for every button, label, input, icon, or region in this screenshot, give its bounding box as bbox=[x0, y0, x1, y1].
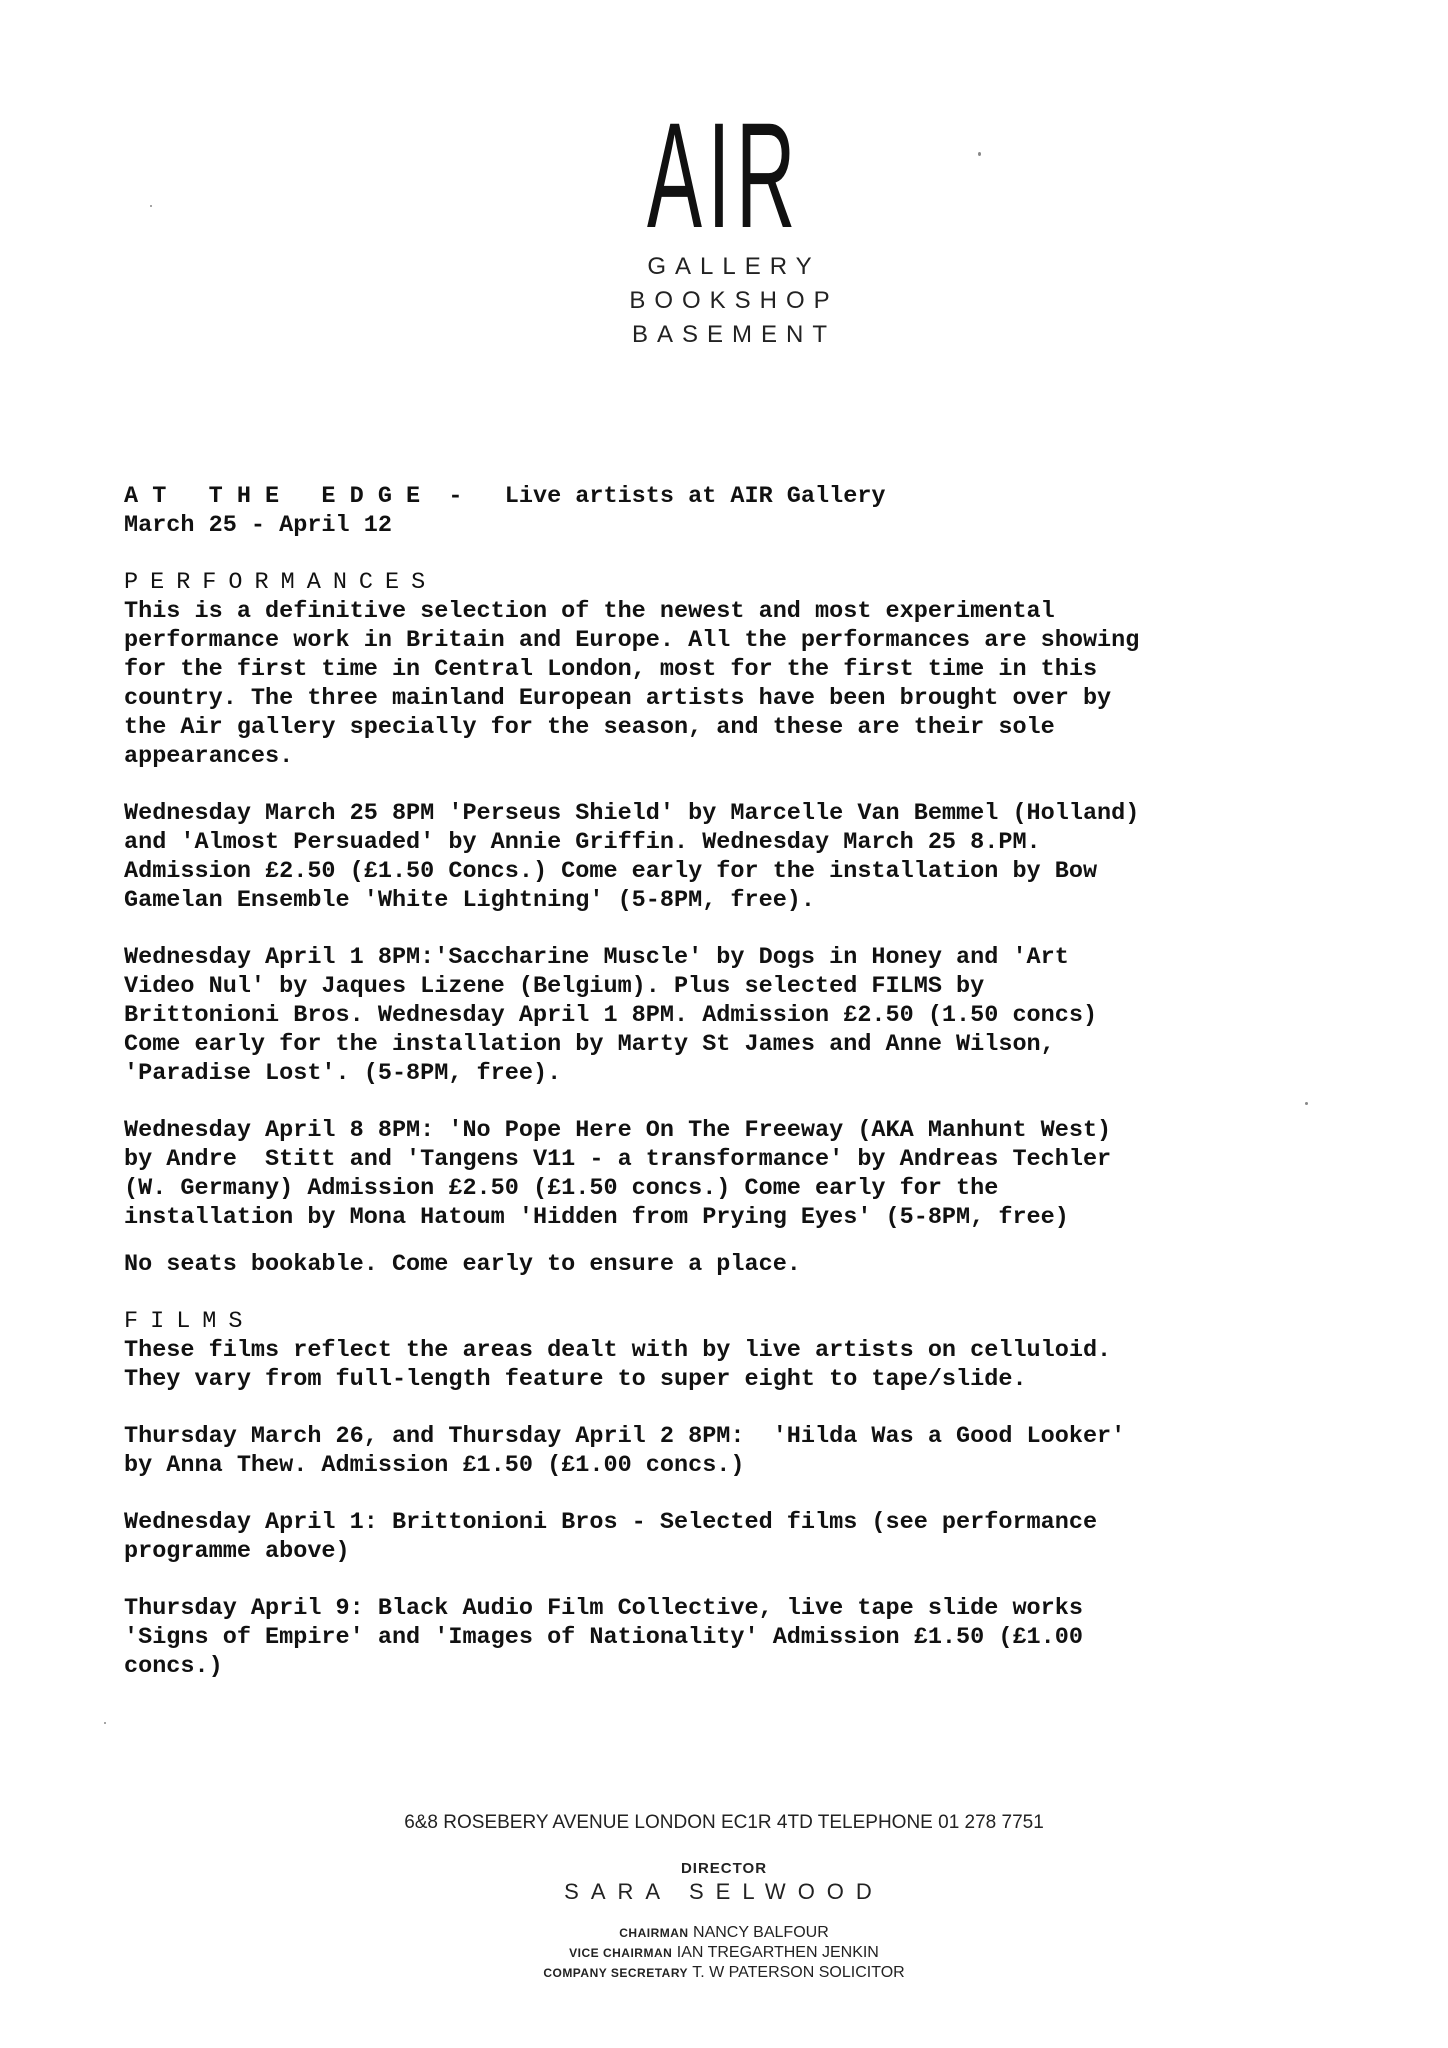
performance-entry: Wednesday March 25 8PM 'Perseus Shield' by Marcelle Van Bemmel (Holland) and 'Almost Persuaded' by Annie Griffin. Wednesday March 25 8.PM. Admission £2.50 (£1.50 Concs.) Come early for the installation by Bow Gamelan Ensemble 'White Lightning' (5-8PM, free). bbox=[124, 800, 1140, 914]
performance-entry: Wednesday April 1 8PM:'Saccharine Muscle' by Dogs in Honey and 'Art Video Nul' by Jaques Lizene (Belgium). Plus selected FILMS by Brittonioni Bros. Wednesday April 1 8PM. Admission £2.50 (1.50 concs) Come early for the installation by Marty St James and Anne Wilson, 'Paradise Lost'. (5-8PM, free). bbox=[124, 944, 1098, 1087]
scan-speck bbox=[978, 152, 981, 156]
letterhead-line-bookshop: BOOKSHOP bbox=[629, 287, 839, 314]
letterhead-footer bbox=[0, 1812, 1448, 1983]
films-intro: These films reflect the areas dealt with by live artists on celluloid. They vary from full-length feature to super eight to tape/slide. bbox=[124, 1337, 1112, 1393]
film-entry: Thursday April 9: Black Audio Film Collective, live tape slide works 'Signs of Empire' and 'Images of Nationality' Admission £1.50 (£1.00 concs.) bbox=[124, 1595, 1083, 1680]
officer-name: IAN TREGARTHEN JENKIN bbox=[676, 1944, 879, 1961]
films-heading: FILMS bbox=[124, 1308, 255, 1335]
officers-list bbox=[0, 1923, 1448, 1983]
officer-name: NANCY BALFOUR bbox=[693, 1924, 829, 1941]
letterhead-line-basement: BASEMENT bbox=[631, 321, 837, 348]
performance-entry: Wednesday April 8 8PM: 'No Pope Here On The Freeway (AKA Manhunt West) by Andre Stitt and 'Tangens V11 - a transformance' by Andreas Techler (W. Germany) Admission £2.50 (£1.50 concs.) Come early for the installation by Mona Hatoum 'Hidden from Prying Eyes' (5-8PM, free) bbox=[124, 1117, 1112, 1231]
scan-speck bbox=[150, 205, 152, 207]
film-entry: Wednesday April 1: Brittonioni Bros - Selected films (see performance programme above) bbox=[124, 1509, 1098, 1565]
officer-name: T. W PATERSON SOLICITOR bbox=[692, 1964, 905, 1981]
officer-role: COMPANY SECRETARY bbox=[543, 1966, 689, 1980]
scan-speck bbox=[104, 1722, 106, 1724]
booking-note: No seats bookable. Come early to ensure a place. bbox=[124, 1251, 801, 1278]
film-entry: Thursday March 26, and Thursday April 2 8PM: 'Hilda Was a Good Looker' by Anna Thew. Admission £1.50 (£1.00 concs.) bbox=[124, 1423, 1126, 1479]
director-name: SARA SELWOOD bbox=[564, 1879, 884, 1904]
officer-row bbox=[0, 1963, 1448, 1983]
gallery-address: 6&8 ROSEBERY AVENUE LONDON EC1R 4TD TELEPHONE 01 278 7751 bbox=[404, 1812, 1044, 1833]
officer-row bbox=[0, 1943, 1448, 1963]
air-logo: AIR bbox=[646, 91, 802, 259]
director-label: DIRECTOR bbox=[680, 1860, 768, 1877]
season-title: A T T H E E D G E - Live artists at AIR Gallery bbox=[124, 483, 886, 510]
letterhead-line-gallery: GALLERY bbox=[647, 253, 821, 280]
officer-role: VICE CHAIRMAN bbox=[569, 1946, 673, 1960]
document-body bbox=[124, 482, 1244, 1681]
season-dates: March 25 - April 12 bbox=[124, 512, 392, 539]
officer-role: CHAIRMAN bbox=[619, 1926, 689, 1940]
performances-intro: This is a definitive selection of the newest and most experimental performance work in Britain and Europe. All the performances are showing for the first time in Central London, most for the first time in this country. The three mainland European artists have been brought over by the Air gallery specially for the season, and these are their sole appearances. bbox=[124, 598, 1140, 770]
officer-row bbox=[0, 1923, 1448, 1943]
scan-speck bbox=[1305, 1102, 1308, 1105]
performances-heading: PERFORMANCES bbox=[124, 569, 438, 596]
letterhead bbox=[0, 91, 1448, 352]
